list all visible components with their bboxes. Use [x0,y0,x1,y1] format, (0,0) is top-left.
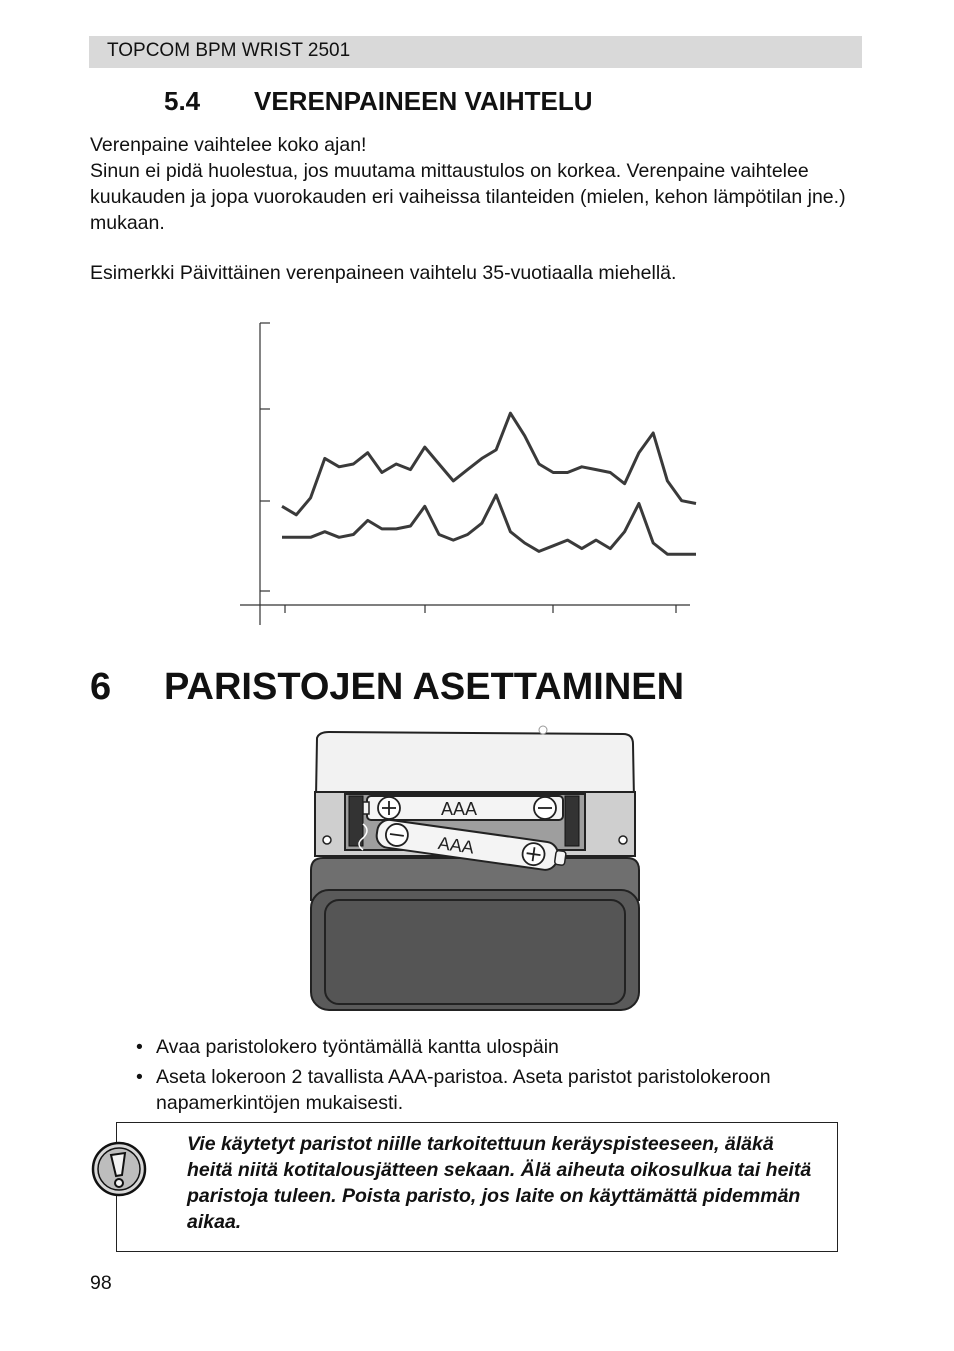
note-text: Vie käytetyt paristot niille tarkoitettuun keräyspisteeseen, äläkä heitä niitä kotitalousjätteen sekaan. Älä aiheuta oikosulkua tai heitä paristoja tuleen. Poista paristo, jos laite on käyttämättä pidemmän aikaa. [187,1133,812,1233]
header-title: TOPCOM BPM WRIST 2501 [107,40,351,61]
minus-icon [534,797,556,819]
intro-line1: Verenpaine vaihtelee koko ajan! [90,134,367,156]
section-title [164,86,593,117]
battery-label: AAA [436,832,476,858]
page-number: 98 [90,1272,112,1294]
series-line-upper [282,413,696,515]
warning-note [116,1122,838,1252]
plus-icon [378,797,400,819]
series-group [282,413,696,554]
exclamation-warning-icon [89,1139,149,1199]
battery-label: AAA [441,799,478,819]
chapter-title [90,666,684,709]
screw-icon [619,836,627,844]
y-axis [260,323,270,625]
example-caption: Esimerkki Päivittäinen verenpaineen vaihtelu 35-vuotiaalla miehellä. [90,262,677,284]
chapter-title-text: PARISTOJEN ASETTAMINEN [164,666,685,708]
battery-aaa-inserted [363,796,563,820]
series-line-lower [282,495,696,554]
section-number: 5.4 [164,86,201,116]
intro-line2: Sinun ei pidä huolestua, jos muutama mittaustulos on korkea. Verenpaine vaihtelee kuukauden ja jopa vuorokauden eri vaiheissa tilanteiden (mielen, kehon lämpötilan jne.) mukaan. [90,160,846,234]
x-axis [240,605,690,613]
instruction-list [136,1034,876,1120]
blood-pressure-chart [230,315,710,635]
list-item: • Avaa paristolokero työntämällä kantta ulospäin [136,1034,876,1060]
list-item: • Aseta lokeroon 2 tavallista AAA-paristoa. Aseta paristot paristolokeroon napamerkintöjen mukaisesti. [136,1064,876,1116]
chapter-number: 6 [90,666,112,708]
screw-icon [323,836,331,844]
section-title-text: VERENPAINEEN VAIHTELU [254,86,593,116]
page-header [89,36,862,68]
battery-compartment-illustration [305,724,650,1016]
